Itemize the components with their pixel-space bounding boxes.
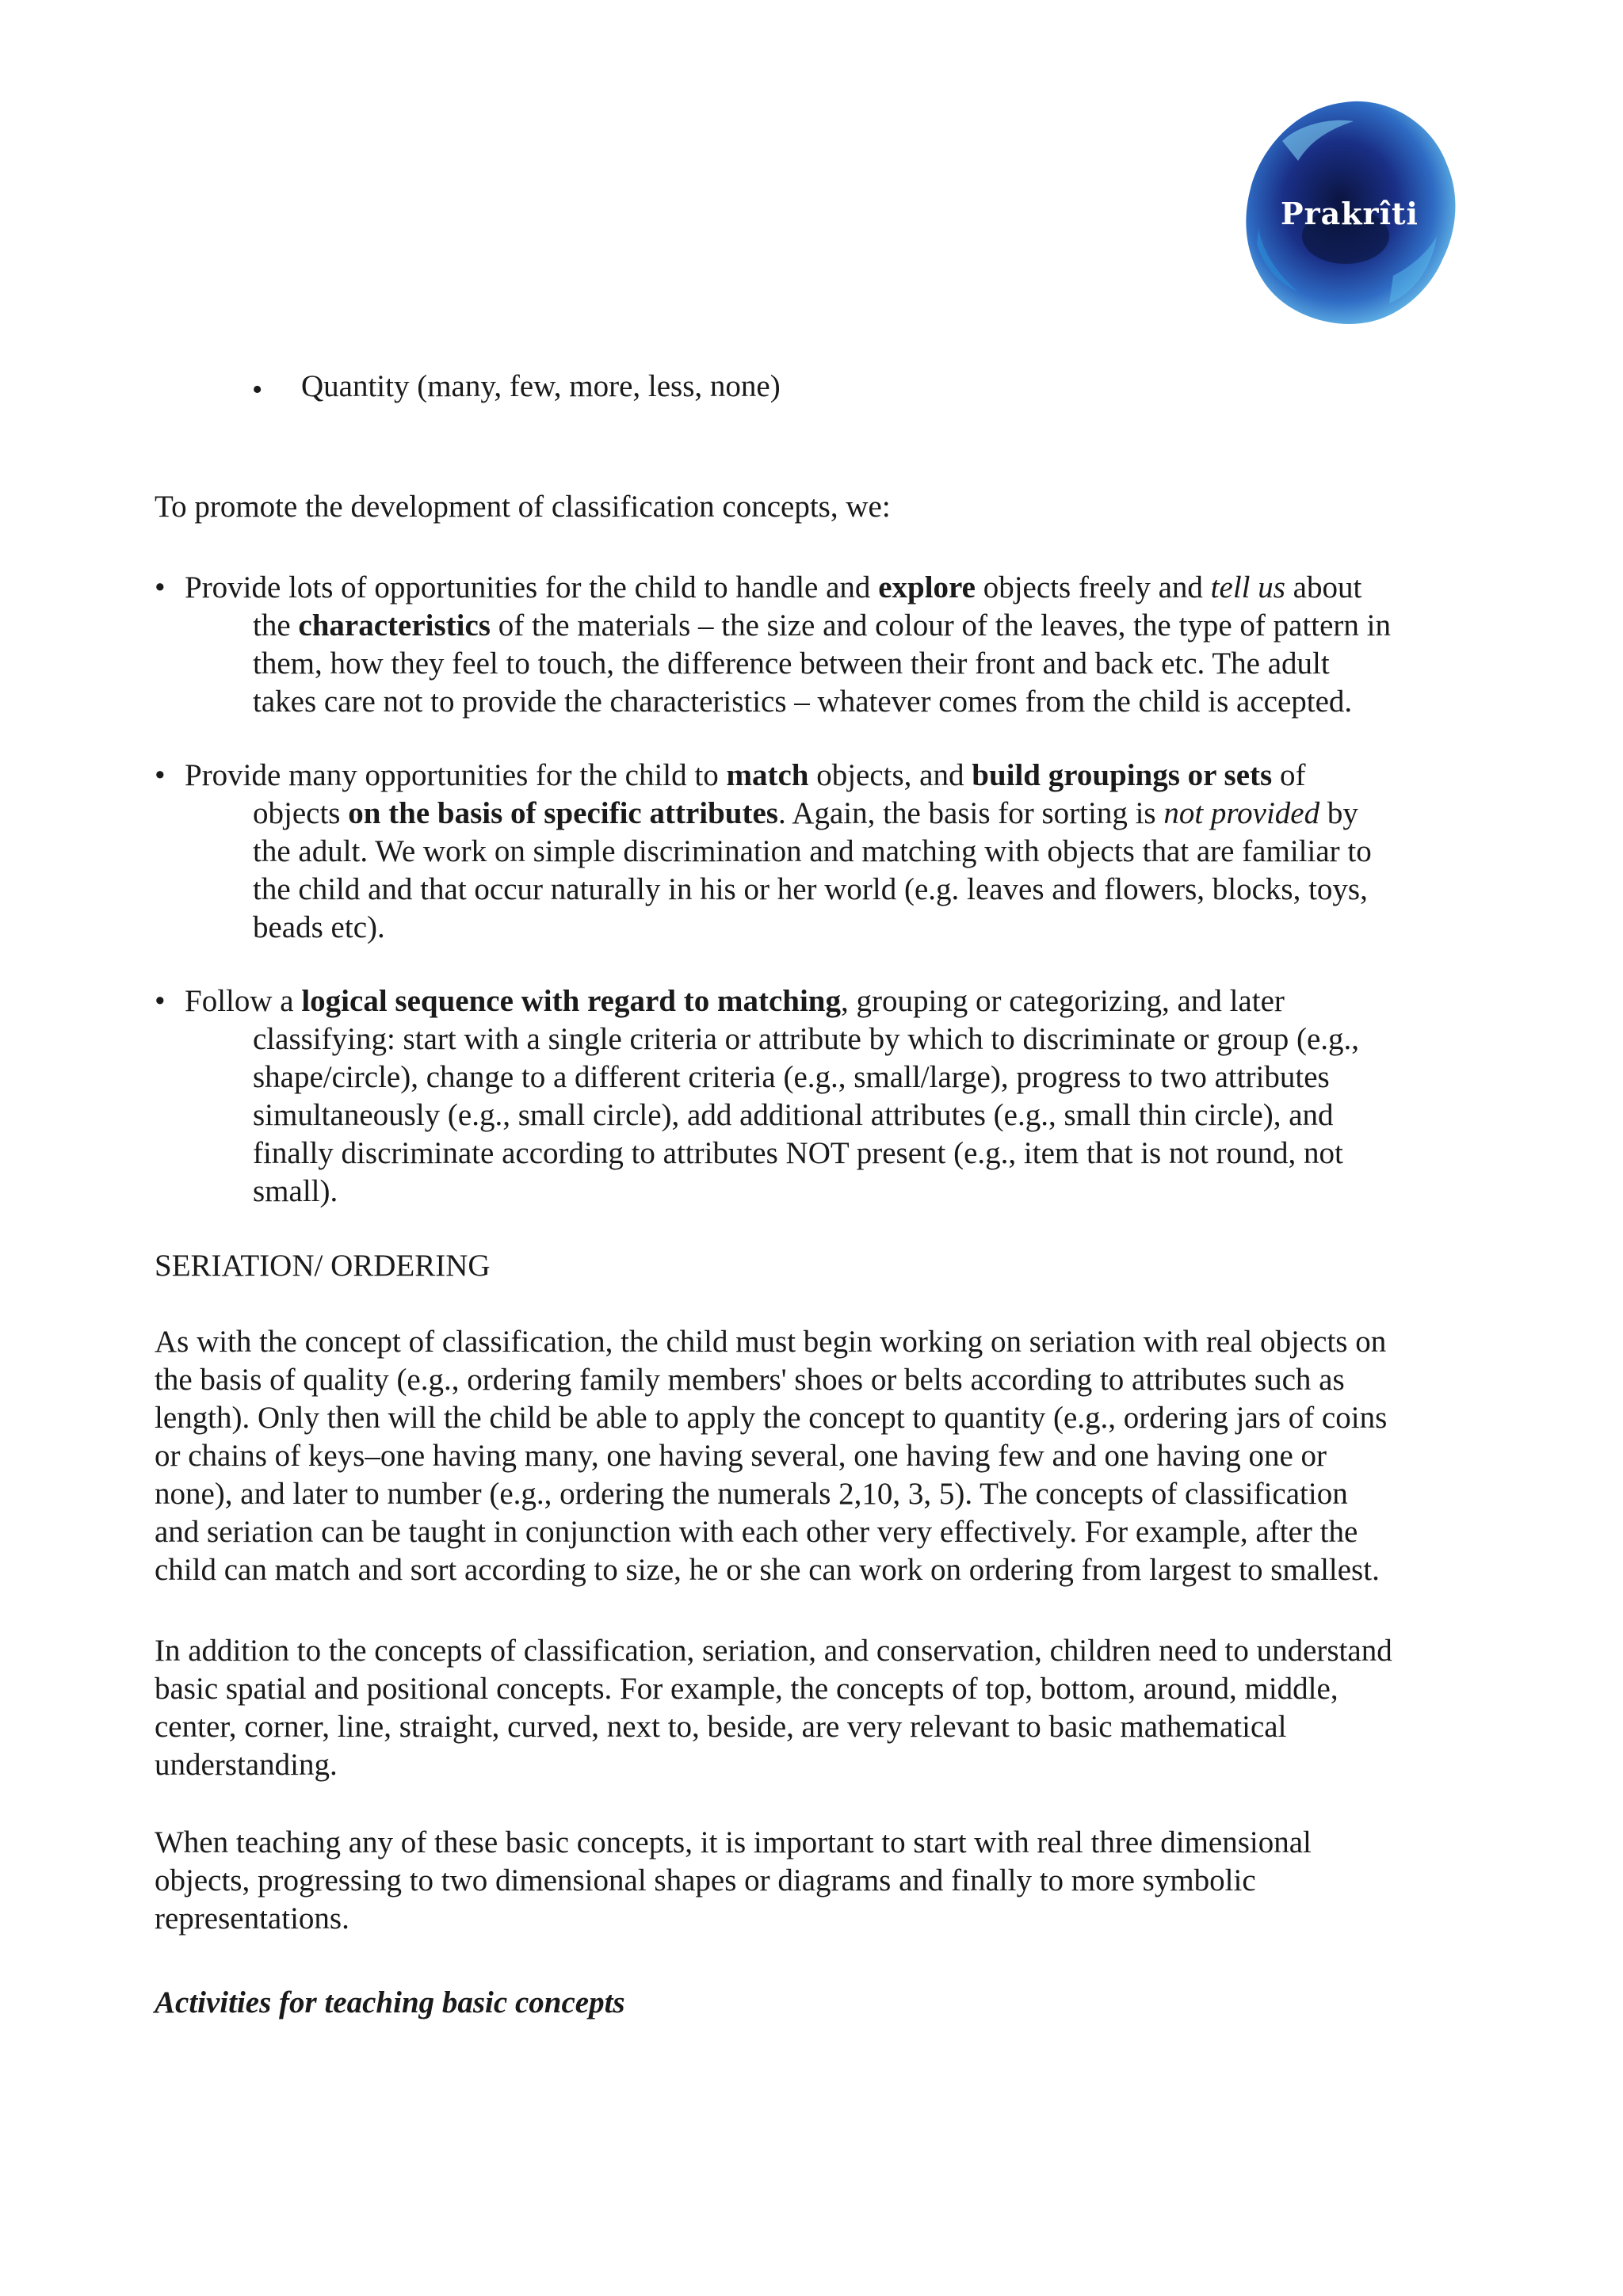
paragraph-line: and seriation can be taught in conjunction with each other very effectively. For example, after the bbox=[155, 1515, 1358, 1549]
list-item-line: them, how they feel to touch, the difference between their front and back etc. The adult bbox=[253, 646, 1330, 681]
paragraph-line: basic spatial and positional concepts. For example, the concepts of top, bottom, around, middle, bbox=[155, 1672, 1338, 1706]
paragraph-line: or chains of keys–one having many, one having several, one having few and one having one or bbox=[155, 1439, 1327, 1473]
paragraph-line: length). Only then will the child be able to apply the concept to quantity (e.g., ordering jars of coins bbox=[155, 1401, 1388, 1435]
bullet-dot: • bbox=[155, 984, 166, 1018]
paragraph-line: none), and later to number (e.g., ordering the numerals 2,10, 3, 5). The concepts of classification bbox=[155, 1477, 1348, 1511]
list-item-line: the adult. We work on simple discrimination and matching with objects that are familiar to bbox=[253, 834, 1372, 868]
list-item-line: small). bbox=[253, 1174, 338, 1208]
paragraph-line: representations. bbox=[155, 1901, 349, 1936]
paragraph-seriation bbox=[155, 1323, 1474, 1589]
list-item-line: classifying: start with a single criteria or attribute by which to discriminate or group (e.g., bbox=[253, 1022, 1360, 1056]
paragraph-line: center, corner, line, straight, curved, next to, beside, are very relevant to basic mathematical bbox=[155, 1710, 1287, 1744]
list-item bbox=[155, 569, 1478, 721]
list-item-line: the characteristics of the materials – the size and colour of the leaves, the type of pattern in bbox=[253, 608, 1391, 643]
list-item-line: takes care not to provide the characteristics – whatever comes from the child is accepted. bbox=[253, 685, 1353, 719]
list-item-line: beads etc). bbox=[253, 910, 385, 944]
list-item-line: finally discriminate according to attributes NOT present (e.g., item that is not round, not bbox=[253, 1136, 1343, 1170]
prakriti-logo bbox=[1235, 93, 1465, 331]
bullet-dot: • bbox=[155, 570, 166, 605]
paragraph-line: When teaching any of these basic concepts, it is important to start with real three dimensional bbox=[155, 1825, 1312, 1859]
list-item-quantity: Quantity (many, few, more, less, none) bbox=[301, 369, 781, 403]
list-item-line: Provide lots of opportunities for the child to handle and explore objects freely and tell us about bbox=[185, 570, 1362, 605]
list-item-line: shape/circle), change to a different criteria (e.g., small/large), progress to two attributes bbox=[253, 1060, 1330, 1094]
bullet-dot: • bbox=[252, 373, 263, 406]
paragraph-teaching bbox=[155, 1824, 1474, 1938]
section-heading-seriation: SERIATION/ ORDERING bbox=[155, 1249, 491, 1283]
paragraph-line: the basis of quality (e.g., ordering family members' shoes or belts according to attributes such as bbox=[155, 1363, 1345, 1397]
bullet-dot: • bbox=[155, 758, 166, 792]
intro-paragraph: To promote the development of classification concepts, we: bbox=[155, 490, 891, 524]
paragraph-line: objects, progressing to two dimensional shapes or diagrams and finally to more symbolic bbox=[155, 1863, 1256, 1897]
paragraph-spatial-concepts bbox=[155, 1632, 1474, 1784]
list-item bbox=[155, 982, 1478, 1211]
paragraph-line: In addition to the concepts of classification, seriation, and conservation, children need to understand bbox=[155, 1634, 1392, 1668]
list-item-line: simultaneously (e.g., small circle), add additional attributes (e.g., small thin circle), and bbox=[253, 1098, 1334, 1132]
paragraph-line: child can match and sort according to size, he or she can work on ordering from largest to smallest. bbox=[155, 1553, 1380, 1587]
list-item-line: Follow a logical sequence with regard to matching, grouping or categorizing, and later bbox=[185, 984, 1285, 1018]
list-item-line: the child and that occur naturally in his or her world (e.g. leaves and flowers, blocks, toys, bbox=[253, 872, 1368, 906]
paragraph-line: understanding. bbox=[155, 1748, 338, 1782]
paragraph-line: As with the concept of classification, the child must begin working on seriation with real objects on bbox=[155, 1325, 1387, 1359]
list-item-line: objects on the basis of specific attributes. Again, the basis for sorting is not provided by bbox=[253, 796, 1358, 830]
logo-text: Prakrîti bbox=[1281, 196, 1419, 231]
activities-heading: Activities for teaching basic concepts bbox=[155, 1985, 625, 2019]
list-item-line: Provide many opportunities for the child to match objects, and build groupings or sets of bbox=[185, 758, 1306, 792]
list-item bbox=[155, 757, 1478, 947]
